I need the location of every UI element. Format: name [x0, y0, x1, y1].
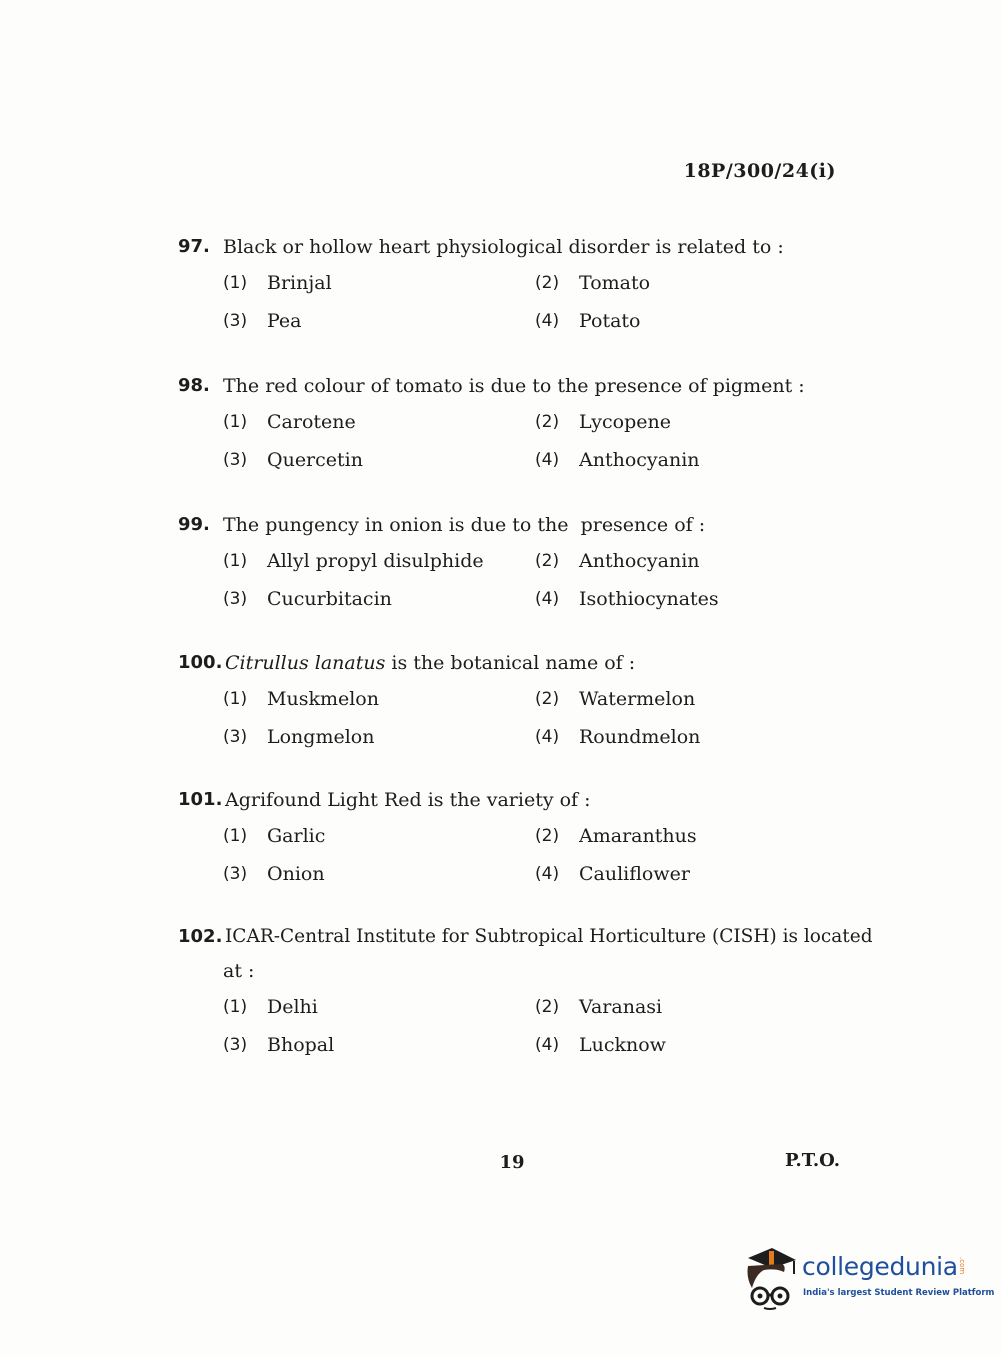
question-text: The pungency in onion is due to the presence of :	[223, 514, 706, 536]
option	[535, 584, 835, 614]
option	[223, 546, 535, 576]
option-number: (4)	[535, 864, 560, 884]
question-text-rest: is the botanical name of :	[385, 652, 636, 674]
mascot-icon	[742, 1248, 798, 1310]
option	[223, 1030, 535, 1060]
logo-wordmark: collegedunia	[802, 1252, 958, 1281]
option-number: (2)	[535, 273, 560, 293]
question-text: Agrifound Light Red is the variety of :	[225, 789, 591, 811]
option-text: Muskmelon	[267, 688, 379, 710]
option	[535, 859, 835, 889]
option-number: (1)	[223, 551, 248, 571]
question-99	[178, 510, 848, 614]
pto-label: P.T.O.	[784, 1150, 840, 1171]
option	[535, 684, 835, 714]
option-number: (1)	[223, 689, 248, 709]
option-text: Pea	[267, 310, 302, 332]
option-number: (3)	[223, 1035, 248, 1055]
option-text: Potato	[579, 310, 641, 332]
option	[535, 445, 835, 475]
options-grid	[178, 684, 848, 752]
option-number: (2)	[535, 551, 560, 571]
option-number: (2)	[535, 826, 560, 846]
option-number: (1)	[223, 826, 248, 846]
question-text: The red colour of tomato is due to the presence of pigment :	[223, 375, 805, 397]
option-text: Anthocyanin	[579, 550, 700, 572]
option	[535, 821, 835, 851]
option	[535, 407, 835, 437]
logo-tagline: India's largest Student Review Platform	[803, 1288, 995, 1298]
option-number: (4)	[535, 727, 560, 747]
option	[223, 992, 535, 1022]
option-number: (3)	[223, 589, 248, 609]
question-text-continuation: at :	[223, 960, 255, 982]
option	[535, 546, 835, 576]
question-text: Black or hollow heart physiological disorder is related to :	[223, 236, 784, 258]
option-number: (2)	[535, 412, 560, 432]
option-text: Delhi	[267, 996, 318, 1018]
option-number: (1)	[223, 997, 248, 1017]
option-text: Tomato	[579, 272, 651, 294]
question-text: ICAR-Central Institute for Subtropical Horticulture (CISH) is located	[225, 926, 873, 947]
question-101	[178, 785, 848, 889]
options-grid	[178, 821, 848, 889]
options-grid	[178, 268, 848, 336]
option-number: (1)	[223, 273, 248, 293]
question-number: 97.	[178, 236, 210, 257]
option-text: Isothiocynates	[579, 588, 719, 610]
option-text: Amaranthus	[579, 825, 697, 847]
option-number: (3)	[223, 450, 248, 470]
option-text: Cucurbitacin	[267, 588, 392, 610]
option-text: Onion	[267, 863, 325, 885]
question-number: 102.	[178, 926, 223, 947]
question-98	[178, 371, 848, 475]
option	[223, 722, 535, 752]
option-number: (4)	[535, 589, 560, 609]
paper-code: 18P/300/24(i)	[683, 160, 836, 182]
option-text: Longmelon	[267, 726, 375, 748]
question-102	[178, 922, 873, 1060]
question-number: 99.	[178, 514, 210, 535]
option-number: (3)	[223, 864, 248, 884]
option-text: Watermelon	[579, 688, 696, 710]
option	[223, 306, 535, 336]
options-grid	[178, 546, 848, 614]
option-number: (1)	[223, 412, 248, 432]
logo-suffix: .com	[958, 1257, 966, 1275]
option	[223, 684, 535, 714]
option	[223, 821, 535, 851]
option-text: Quercetin	[267, 449, 363, 471]
option	[223, 268, 535, 298]
option	[223, 445, 535, 475]
option-text: Lucknow	[579, 1034, 666, 1056]
option	[535, 722, 835, 752]
option	[223, 407, 535, 437]
question-number: 101.	[178, 789, 223, 810]
option-text: Carotene	[267, 411, 356, 433]
option	[535, 1030, 835, 1060]
option-number: (4)	[535, 1035, 560, 1055]
options-grid	[178, 992, 848, 1060]
option	[535, 992, 835, 1022]
option	[223, 584, 535, 614]
question-97	[178, 232, 848, 336]
question-number: 98.	[178, 375, 210, 396]
option-number: (2)	[535, 997, 560, 1017]
question-100	[178, 648, 848, 752]
option-text: Bhopal	[267, 1034, 335, 1056]
option-text: Varanasi	[579, 996, 663, 1018]
option-text: Allyl propyl disulphide	[267, 550, 484, 572]
option-number: (4)	[535, 450, 560, 470]
option	[535, 268, 835, 298]
option-number: (3)	[223, 727, 248, 747]
page-number: 19	[499, 1152, 525, 1173]
option-number: (3)	[223, 311, 248, 331]
question-number: 100.	[178, 652, 223, 673]
option-text: Roundmelon	[579, 726, 701, 748]
option-number: (2)	[535, 689, 560, 709]
options-grid	[178, 407, 848, 475]
option-text: Brinjal	[267, 272, 332, 294]
option	[535, 306, 835, 336]
collegedunia-logo[interactable]	[742, 1248, 995, 1318]
option-text: Garlic	[267, 825, 326, 847]
question-text	[225, 648, 848, 678]
option	[223, 859, 535, 889]
option-text: Cauliflower	[579, 863, 690, 885]
option-text: Lycopene	[579, 411, 671, 433]
option-text: Anthocyanin	[579, 449, 700, 471]
botanical-name: Citrullus lanatus	[225, 652, 386, 674]
option-number: (4)	[535, 311, 560, 331]
